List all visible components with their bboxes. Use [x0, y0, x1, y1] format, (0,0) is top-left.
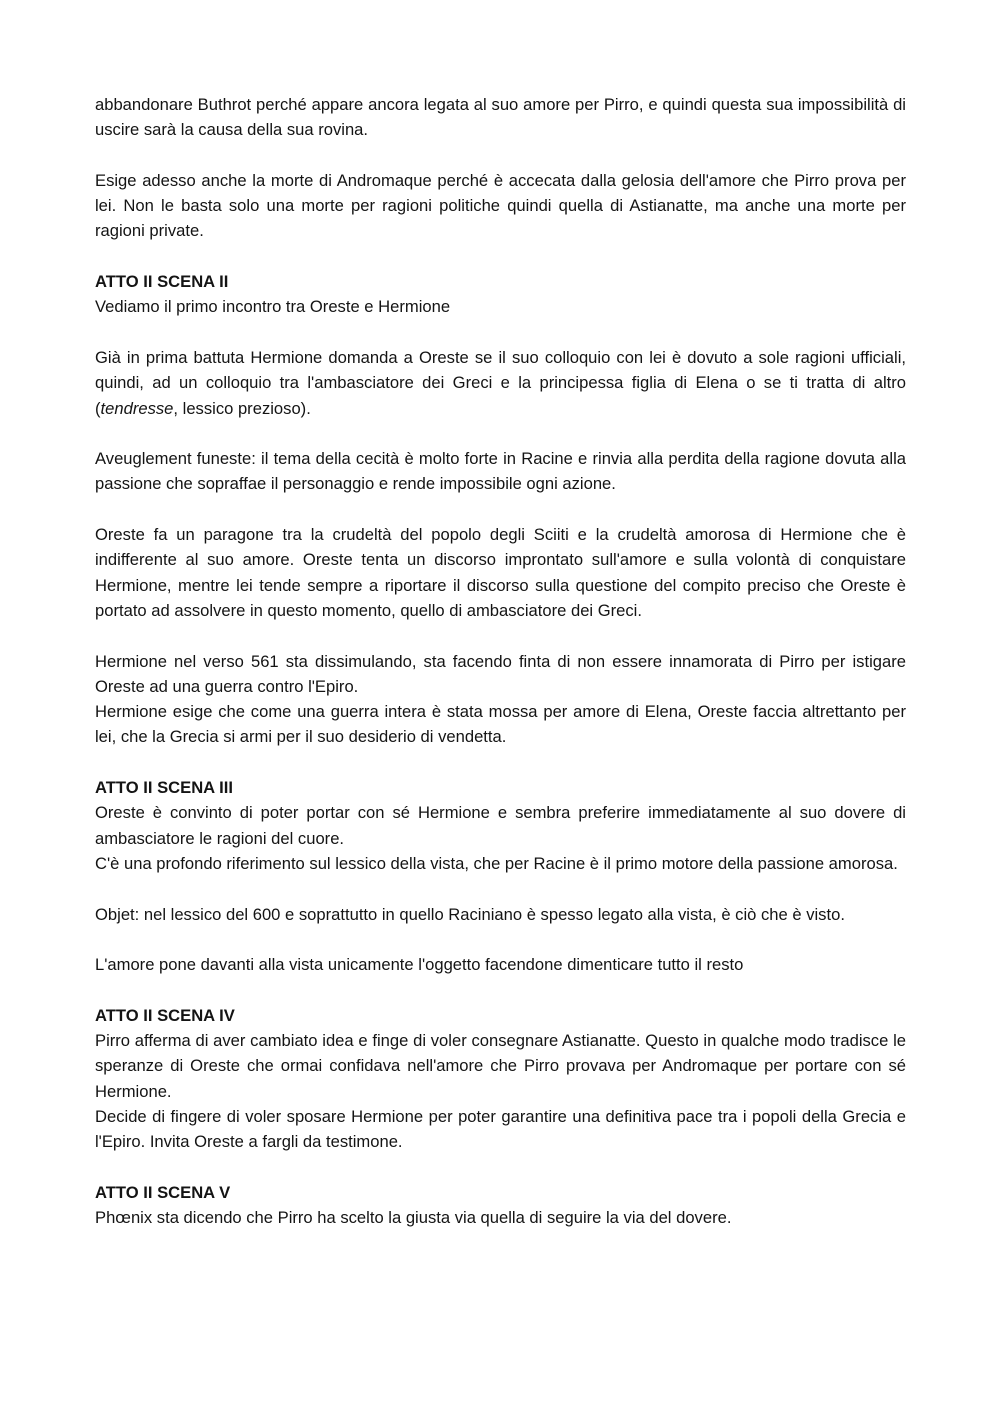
document-page [95, 92, 906, 1256]
paragraph-tendresse-text-2: , lessico prezioso). [173, 398, 311, 418]
heading-atto-2-scena-2: ATTO II SCENA II [95, 272, 229, 292]
paragraph-andromaque-death: Esige adesso anche la morte di Andromaque perché è accecata dalla gelosia dell'amore che Pirro prova per lei. Non le basta solo una morte per ragioni politiche quindi quella di Astianatte, ma anche una morte per ragioni private. [95, 170, 906, 241]
paragraph-first-meeting: Vediamo il primo incontro tra Oreste e Hermione [95, 297, 451, 317]
paragraph-objet: Objet: nel lessico del 600 e soprattutto in quello Raciniano è spesso legato alla vista, è ciò che è visto. [95, 904, 845, 924]
paragraph-pirro-idea: Pirro afferma di aver cambiato idea e finge di voler consegnare Astianatte. Questo in qualche modo tradisce le speranze di Oreste che ormai confidava nell'amore che Pirro provava per Andromaque per portare con sé Hermione. [95, 1030, 906, 1101]
paragraph-tendresse [95, 345, 906, 421]
paragraph-tendresse-text-1: Già in prima battuta Hermione domanda a Oreste se il suo colloquio con lei è dovuto a sole ragioni ufficiali, quindi, ad un colloquio tra l'ambasciatore dei Greci e la principessa figlia di Elena o se ti tratta di altro ( [95, 347, 906, 418]
paragraph-aveuglement: Aveuglement funeste: il tema della cecità è molto forte in Racine e rinvia alla perdita della ragione dovuta alla passione che sopraffae il personaggio e rende impossibile ogni azione. [95, 449, 906, 494]
paragraph-vendetta: Hermione esige che come una guerra intera è stata mossa per amore di Elena, Oreste faccia altrettanto per lei, che la Grecia si armi per il suo desiderio di vendetta. [95, 702, 906, 747]
paragraph-buthrot: abbandonare Buthrot perché appare ancora legata al suo amore per Pirro, e quindi questa sua impossibilità di uscire sarà la causa della sua rovina. [95, 95, 906, 140]
paragraph-oreste-convinto: Oreste è convinto di poter portar con sé Hermione e sembra preferire immediatamente al suo dovere di ambasciatore le ragioni del cuore. [95, 803, 906, 848]
paragraph-amore-oggetto: L'amore pone davanti alla vista unicamente l'oggetto facendone dimenticare tutto il resto [95, 955, 744, 975]
paragraph-phoenix: Phœnix sta dicendo che Pirro ha scelto la giusta via quella di seguire la via del dovere. [95, 1208, 732, 1228]
heading-atto-2-scena-4: ATTO II SCENA IV [95, 1005, 235, 1025]
term-tendresse: tendresse [100, 398, 174, 418]
heading-atto-2-scena-3: ATTO II SCENA III [95, 778, 233, 798]
heading-atto-2-scena-5: ATTO II SCENA V [95, 1182, 231, 1202]
paragraph-sposare-hermione: Decide di fingere di voler sposare Hermione per poter garantire una definitiva pace tra i popoli della Grecia e l'Epiro. Invita Oreste a fargli da testimone. [95, 1106, 906, 1152]
paragraph-verso-561: Hermione nel verso 561 sta dissimulando, sta facendo finta di non essere innamorata di Pirro per istigare Oreste ad una guerra contro l'Epiro. [95, 651, 906, 696]
paragraph-lessico-vista: C'è una profondo riferimento sul lessico della vista, che per Racine è il primo motore della passione amorosa. [95, 853, 898, 873]
paragraph-sciiti: Oreste fa un paragone tra la crudeltà del popolo degli Sciiti e la crudeltà amorosa di Hermione che è indifferente al suo amore. Oreste tenta un discorso improntato sull'amore e sulla volontà di conquistare Hermione, mentre lei tende sempre a riportare il discorso sulla questione del compito preciso che Oreste è portato ad assolvere in questo momento, quello di ambasciatore dei Greci. [95, 525, 906, 620]
